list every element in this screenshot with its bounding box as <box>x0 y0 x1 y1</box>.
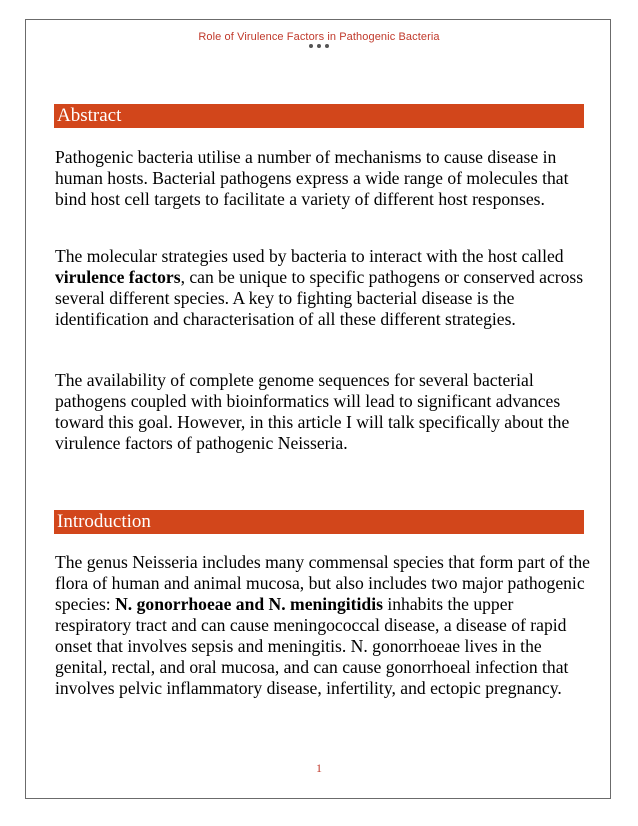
intro-p1-text-cont: inhabits the upper respiratory tract and can cause meningococcal disease, a disease of rapid onset that involves sepsis and meningitis. N. gonorrhoeae lives in the genital, rectal, and oral mucosa, and can cause gonorrhoeal infection that involves pelvic inflammatory disease, infertility, and ectopic pregnancy. <box>55 594 569 698</box>
introduction-heading: Introduction <box>54 510 584 534</box>
running-header: Role of Virulence Factors in Pathogenic Bacteria <box>198 31 440 43</box>
pathogen-names: N. gonorrhoeae and N. meningitidis <box>115 594 383 614</box>
ornament-dot <box>325 44 329 48</box>
ornament-dot <box>309 44 313 48</box>
virulence-factors-term: virulence factors <box>55 267 181 287</box>
page-number: 1 <box>316 761 322 775</box>
abstract-p2-text-cont: , can be unique to specific pathogens or conserved across several different species. A key to fighting bacterial disease is the identification and characterisation of all these different strategies. <box>55 267 584 329</box>
ornament-dot <box>317 44 321 48</box>
abstract-paragraph-2 <box>55 246 591 330</box>
abstract-paragraph-3: The availability of complete genome sequences for several bacterial pathogens coupled with bioinformatics will lead to significant advances toward this goal. However, in this article I will talk specifically about the virulence factors of pathogenic Neisseria. <box>55 370 570 453</box>
intro-p1-text: The genus Neisseria includes many commensal species that form part of the flora of human and animal mucosa, but also includes two major pathogenic species: <box>55 552 590 614</box>
abstract-heading: Abstract <box>54 104 584 128</box>
header-ornament <box>0 44 638 48</box>
abstract-paragraph-1: Pathogenic bacteria utilise a number of mechanisms to cause disease in human hosts. Bacterial pathogens express a wide range of molecules that bind host cell targets to facilitate a variety of different host responses. <box>55 147 569 209</box>
introduction-paragraph-1 <box>55 552 591 699</box>
abstract-p2-text: The molecular strategies used by bacteria to interact with the host called <box>55 246 564 266</box>
